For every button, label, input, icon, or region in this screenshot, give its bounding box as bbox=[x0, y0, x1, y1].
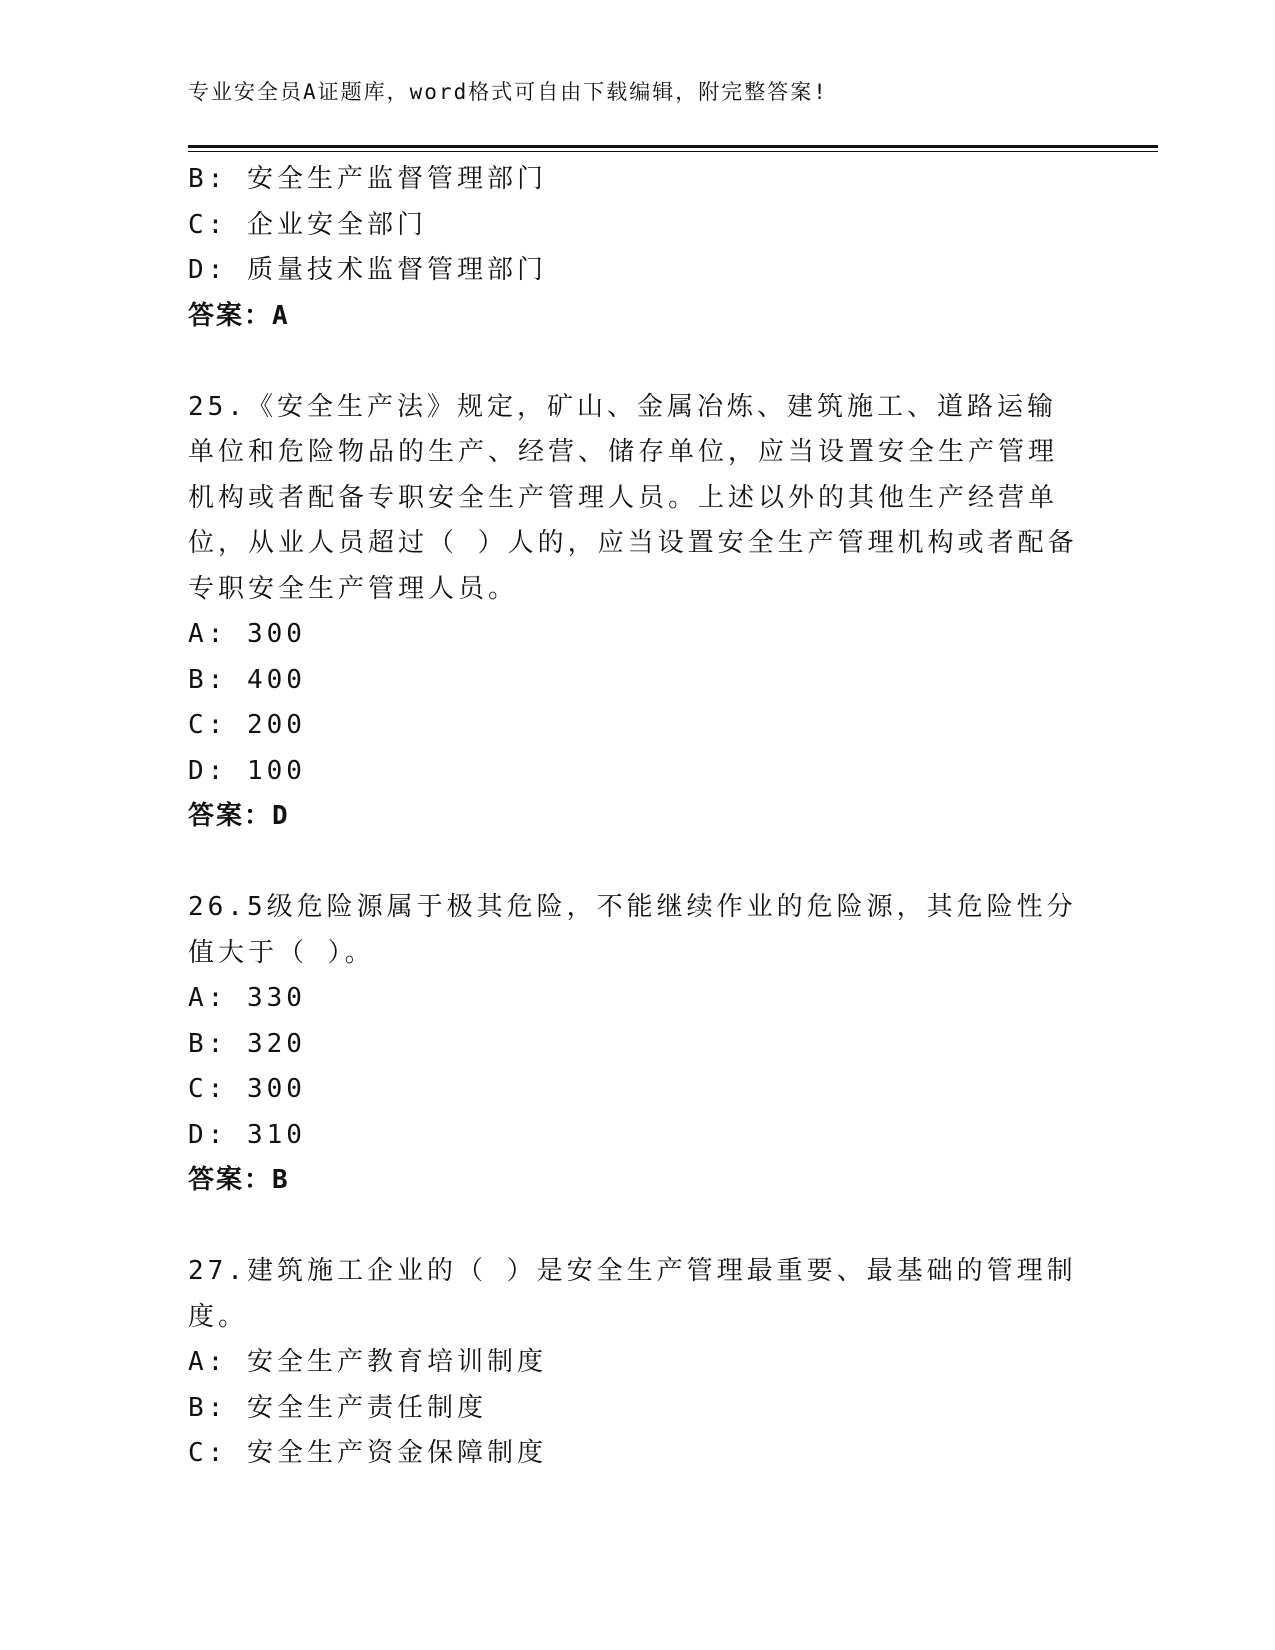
option-a: A: 300 bbox=[188, 619, 306, 649]
option-b: B: 400 bbox=[188, 664, 306, 695]
option-b: B: 安全生产责任制度 bbox=[188, 1392, 487, 1423]
option-a: A: 安全生产教育培训制度 bbox=[188, 1347, 547, 1377]
question-text: 25.《安全生产法》规定，矿山、金属冶炼、建筑施工、道路运输单位和危险物品的生产、经营、储存单位，应当设置安全生产管理机构或者配备专职安全生产管理人员。上述以外的其他生产经营单位，从业人员超过（ ）人的，应当设置安全生产管理机构或者配备专职安全生产管理人员。 bbox=[188, 391, 1078, 604]
question-content bbox=[188, 157, 1078, 1477]
option-a: A: 330 bbox=[188, 983, 306, 1013]
question-text: 26.5级危险源属于极其危险，不能继续作业的危险源，其危险性分值大于（ ）。 bbox=[188, 892, 1077, 968]
answer-line: 答案：A bbox=[188, 300, 290, 331]
question-24 bbox=[188, 157, 1078, 339]
question-text: 27.建筑施工企业的（ ）是安全生产管理最重要、最基础的管理制度。 bbox=[188, 1256, 1077, 1332]
question-26 bbox=[188, 885, 1078, 1204]
option-b: B: 320 bbox=[188, 1028, 306, 1059]
option-c: C: 企业安全部门 bbox=[188, 209, 427, 240]
page-header: 专业安全员A证题库，word格式可自由下载编辑，附完整答案! bbox=[188, 80, 828, 104]
header-rule-thick bbox=[188, 145, 1158, 148]
answer-line: 答案：D bbox=[188, 801, 290, 831]
option-d: D: 质量技术监督管理部门 bbox=[188, 255, 547, 285]
spacer bbox=[188, 339, 1078, 385]
option-b: B: 安全生产监督管理部门 bbox=[188, 164, 547, 194]
header-rule-thin bbox=[188, 151, 1158, 152]
option-c: C: 200 bbox=[188, 710, 306, 740]
question-25 bbox=[188, 385, 1078, 840]
option-c: C: 安全生产资金保障制度 bbox=[188, 1438, 547, 1468]
answer-line: 答案：B bbox=[188, 1165, 290, 1195]
question-27 bbox=[188, 1249, 1078, 1477]
option-d: D: 100 bbox=[188, 755, 306, 786]
spacer bbox=[188, 840, 1078, 886]
option-d: D: 310 bbox=[188, 1119, 306, 1150]
option-c: C: 300 bbox=[188, 1074, 306, 1104]
spacer bbox=[188, 1204, 1078, 1250]
